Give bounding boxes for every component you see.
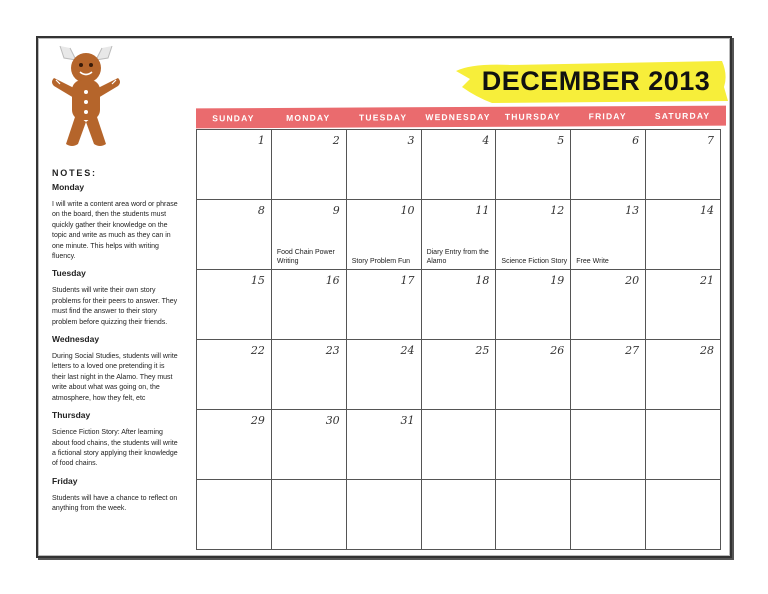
day-cell[interactable]	[196, 339, 272, 410]
day-event: Science Fiction Story	[501, 258, 568, 265]
note-text-monday: I will write a content area word or phrase on the board, then the students must quickly gather their knowledge on the topic and write as much as they can in one minute. This helps with writing fluency.	[52, 201, 178, 261]
day-number: 7	[706, 134, 714, 147]
day-cell[interactable]	[495, 479, 571, 550]
day-event: Diary Entry from the Alamo	[426, 249, 489, 265]
day-event: Story Problem Fun	[351, 258, 411, 265]
day-event: Free Write	[576, 258, 609, 265]
day-cell[interactable]	[271, 339, 347, 410]
day-cell[interactable]	[271, 129, 347, 200]
day-cell[interactable]	[196, 269, 272, 340]
day-number: 3	[407, 134, 415, 147]
day-cell[interactable]	[346, 199, 422, 270]
weekday-saturday: SATURDAY	[654, 110, 711, 121]
day-number: 25	[475, 344, 490, 357]
weekday-friday: FRIDAY	[588, 111, 627, 122]
day-number: 21	[699, 274, 714, 287]
day-number: 16	[325, 274, 340, 287]
note-day-wednesday: Wednesday	[52, 334, 100, 345]
day-cell[interactable]	[346, 479, 422, 550]
day-cell[interactable]	[271, 479, 347, 550]
day-number: 4	[482, 134, 490, 147]
day-cell[interactable]	[570, 269, 646, 340]
day-number: 17	[400, 274, 415, 287]
weekday-wednesday: WEDNESDAY	[425, 111, 491, 123]
page-title: DECEMBER 2013	[481, 66, 711, 96]
weekday-tuesday: TUESDAY	[359, 112, 408, 123]
day-number: 12	[550, 204, 565, 217]
day-number: 14	[699, 204, 714, 217]
day-number: 30	[325, 414, 340, 427]
day-cell[interactable]	[346, 409, 422, 480]
day-cell[interactable]	[645, 129, 721, 200]
note-day-thursday: Thursday	[52, 410, 91, 421]
day-number: 11	[475, 204, 490, 217]
day-cell[interactable]	[645, 339, 721, 410]
day-cell[interactable]	[495, 129, 571, 200]
day-number: 26	[550, 344, 565, 357]
day-cell[interactable]	[346, 339, 422, 410]
day-cell[interactable]	[196, 479, 272, 550]
note-text-friday: Students will have a chance to reflect on anything from the week.	[52, 494, 178, 513]
gingerbread-man-icon	[50, 40, 122, 150]
weekday-monday: MONDAY	[286, 112, 331, 123]
day-cell[interactable]	[645, 269, 721, 340]
calendar-grid	[196, 129, 720, 549]
day-number: 24	[400, 344, 415, 357]
day-cell[interactable]	[495, 409, 571, 480]
day-number: 10	[400, 204, 415, 217]
title-banner	[452, 57, 730, 105]
notes-panel	[52, 168, 180, 521]
day-cell[interactable]	[346, 129, 422, 200]
day-cell[interactable]	[645, 479, 721, 550]
day-cell[interactable]	[196, 129, 272, 200]
day-cell[interactable]	[421, 199, 497, 270]
notes-heading: NOTES:	[52, 168, 97, 178]
day-cell[interactable]	[421, 409, 497, 480]
day-number: 1	[257, 134, 265, 147]
day-number: 15	[250, 274, 265, 287]
day-number: 19	[550, 274, 565, 287]
day-cell[interactable]	[421, 479, 497, 550]
day-cell[interactable]	[271, 269, 347, 340]
day-number: 13	[625, 204, 640, 217]
day-cell[interactable]	[645, 409, 721, 480]
day-cell[interactable]	[645, 199, 721, 270]
notes-list	[52, 182, 180, 515]
day-number: 5	[557, 134, 565, 147]
day-number: 27	[625, 344, 640, 357]
day-cell[interactable]	[271, 199, 347, 270]
day-number: 6	[632, 134, 640, 147]
day-number: 9	[332, 204, 340, 217]
day-cell[interactable]	[570, 409, 646, 480]
day-cell[interactable]	[346, 269, 422, 340]
note-text-wednesday: During Social Studies, students will write letters to a loved one pretending it is their last night in the Alamo. They must write about what was going on, the atmosphere, how they felt, etc	[52, 353, 178, 402]
day-cell[interactable]	[570, 199, 646, 270]
day-number: 8	[257, 204, 265, 217]
weekday-sunday: SUNDAY	[212, 113, 255, 124]
day-number: 23	[325, 344, 340, 357]
weekday-thursday: THURSDAY	[504, 111, 561, 122]
note-text-tuesday: Students will write their own story problems for their peers to answer. They must find the answer to their story problem before quizzing their friends.	[52, 287, 178, 326]
day-cell[interactable]	[196, 409, 272, 480]
day-cell[interactable]	[421, 129, 497, 200]
note-day-monday: Monday	[52, 182, 85, 192]
day-number: 28	[699, 344, 714, 357]
day-cell[interactable]	[495, 339, 571, 410]
day-number: 31	[400, 414, 415, 427]
day-cell[interactable]	[421, 269, 497, 340]
day-cell[interactable]	[495, 199, 571, 270]
day-cell[interactable]	[570, 479, 646, 550]
day-cell[interactable]	[196, 199, 272, 270]
note-text-thursday: Science Fiction Story: After learning about food chains, the students will write a fictional story applying their knowledge of food chains.	[52, 429, 178, 468]
day-event: Food Chain Power Writing	[276, 249, 335, 265]
day-cell[interactable]	[421, 339, 497, 410]
day-cell[interactable]	[570, 339, 646, 410]
day-number: 20	[625, 274, 640, 287]
day-cell[interactable]	[271, 409, 347, 480]
day-cell[interactable]	[495, 269, 571, 340]
day-number: 29	[250, 414, 265, 427]
day-number: 2	[332, 134, 340, 147]
weekday-banner	[196, 106, 726, 129]
day-number: 18	[475, 274, 490, 287]
note-day-tuesday: Tuesday	[52, 268, 86, 279]
note-day-friday: Friday	[52, 475, 78, 486]
day-number: 22	[250, 344, 265, 357]
day-cell[interactable]	[570, 129, 646, 200]
